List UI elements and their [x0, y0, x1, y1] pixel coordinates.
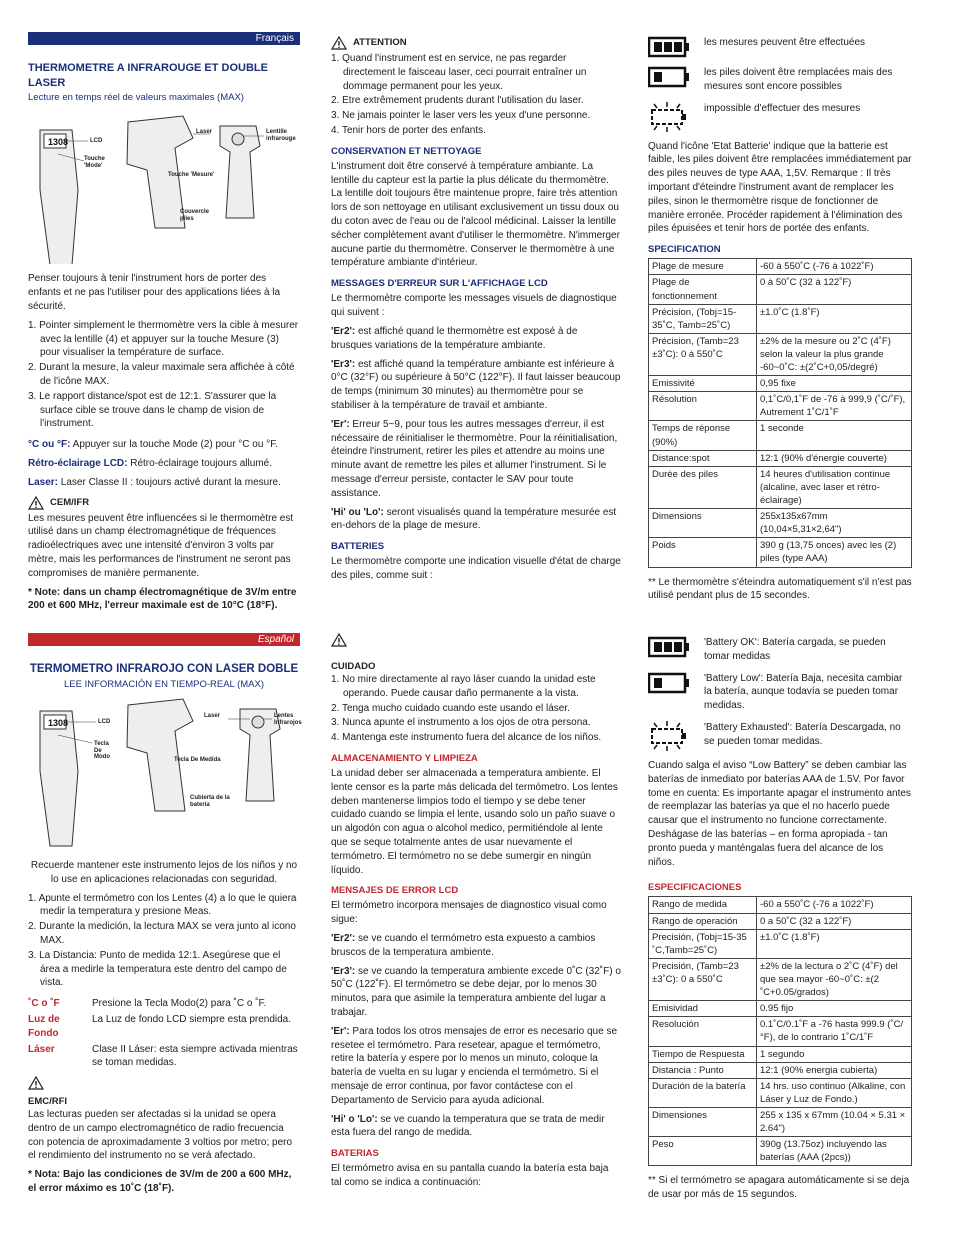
- fr-spec-table: [648, 258, 912, 567]
- fig-label-cover: Couvercle piles: [180, 209, 210, 223]
- es-caution-icon-row: [331, 633, 621, 652]
- es-column-1: [28, 633, 300, 1201]
- spec-value: -60 à 550˚C (-76 à 1022˚F): [757, 259, 912, 275]
- es-batteries-text: El termómetro avisa en su pantalla cuando la batería esta baja tal como se indica a continuación:: [331, 1163, 609, 1189]
- spec-value: ±1.0˚C (1.8˚F): [757, 304, 912, 333]
- es-emc-heading: EMC/RFI: [28, 1095, 68, 1107]
- error-text: se ve cuando la temperatura que se trata de medir esta fuera del rango de medida.: [331, 1113, 605, 1139]
- svg-text:1308: 1308: [48, 137, 69, 148]
- spec-value: 14 heures d'utilisation continue (alcaline, avec laser et rétro-éclairage): [757, 466, 912, 508]
- es-subtitle: LEE INFORMACIÓN EN TIEMPO-REAL (MAX): [63, 678, 265, 690]
- fr-attention-list: [331, 52, 621, 138]
- spec-value: 14 hrs. uso continuo (Alkaline, con Láser y Luz de Fondo.): [757, 1078, 912, 1107]
- spec-value: 390 g (13,75 onces) avec les (2) piles (type AAA): [757, 538, 912, 567]
- es-thermometer-figure: [28, 691, 300, 851]
- fig-label-lcd: LCD: [90, 138, 103, 145]
- spec-label: Temps de réponse (90%): [649, 421, 757, 450]
- spec-label: Rango de medida: [649, 897, 757, 913]
- es-battery-full: [648, 636, 912, 664]
- list-item: 3. Nunca apunte el instrumento a los ojos de otra persona.: [331, 717, 591, 729]
- thermometer-illustration-icon: [28, 691, 300, 851]
- table-row: [649, 1078, 912, 1107]
- fr-title: THERMOMETRE A INFRAROUGE ET DOUBLE LASER: [28, 62, 268, 90]
- spec-value: 390g (13.75oz) incluyendo las baterías (AAA (2pcs)): [757, 1137, 912, 1166]
- spec-label: Poids: [649, 538, 757, 567]
- es-steps: [28, 892, 300, 991]
- spec-value: 0.95 fijo: [757, 1001, 912, 1017]
- feature-value: Appuyer sur la touche Mode (2) pour °C ou °F.: [70, 439, 278, 451]
- fig-label-mode: Tecla De Modo: [94, 740, 110, 761]
- table-row: [649, 538, 912, 567]
- battery-text: 'Battery OK': Batería cargada, se pueden tomar medidas: [704, 637, 886, 662]
- fr-care-heading: CONSERVATION ET NETTOYAGE: [331, 145, 482, 157]
- list-item: 2. Durante la medición, la lectura MAX se vera junto al icono MAX.: [28, 921, 296, 946]
- error-text: est affiché quand le thermomètre est exposé à de brusques variations de la température ambiante.: [331, 325, 578, 351]
- spec-label: Distancia : Punto: [649, 1062, 757, 1078]
- spec-label: Tiempo de Respuesta: [649, 1046, 757, 1062]
- error-text: se ve cuando el termómetro esta expuesto a cambios bruscos de la temperatura ambiente.: [331, 933, 596, 958]
- spec-label: Précision, (Tamb=23 ±3˚C): 0 à 550˚C: [649, 333, 757, 375]
- spec-label: Emisividad: [649, 1001, 757, 1017]
- battery-low-icon: [648, 66, 690, 88]
- battery-full-icon: [648, 636, 690, 658]
- spec-label: Peso: [649, 1137, 757, 1166]
- spec-value: 0,1˚C/0,1˚F de -76 à 999,9 (˚C/˚F), Autrement 1˚C/1˚F: [757, 392, 912, 421]
- fr-battery-full: [648, 36, 912, 58]
- es-battery-low: [648, 672, 912, 713]
- spec-value: 255 x 135 x 67mm (10.04 × 5.31 × 2.64"): [757, 1108, 912, 1137]
- fr-care-text: L'instrument doit être conservé à température ambiante. La lentille du capteur est la partie la plus délicate du thermomètre. La lentille doit toujours être maintenue propre, faire très attention lors de son nettoyage en utilisant exclusivement un tissu doux ou du coton avec de l'eau ou de l'alcool médicinal. Laisser la lentille sécher complètement avant d'utiliser le thermomètre. N'immerger aucune partie du thermomètre. Conserver le thermomètre à une température ambiante d'intérieur.: [331, 160, 620, 269]
- fr-errors-heading: MESSAGES D'ERREUR SUR L'AFFICHAGE LCD: [331, 278, 548, 290]
- fr-spec-note: ** Le thermomètre s'éteindra automatiquement s'il n'est pas utilisé pendant plus de 15 secondes.: [648, 576, 912, 602]
- spec-label: Rango de operación: [649, 913, 757, 929]
- spec-label: Précision, (Tobj=15-35˚C, Tamb=25˚C): [649, 304, 757, 333]
- fr-cem-text: Les mesures peuvent être influencées si le thermomètre est utilisé dans un champ électromagnétique de fréquences radioélectriques avec une intensité d'environ 3 volts par mètre, mais les performances de l'instrument ne seront pas compromises de manière permanente.: [28, 512, 294, 579]
- table-row: [649, 304, 912, 333]
- table-row: [649, 450, 912, 466]
- es-battery-note: Cuando salga el aviso “Low Battery” se deben cambiar las baterías de inmediato por baterías AAA de 1.5V. Por favor tome en cuenta: Es importante apagar el instrumento antes de reemplazar las baterías ya que el no hacerlo puede causar que el instrumento no funcione correctamente. Deshágase de las baterías – en forma apropiada - tan pronto pueda y manténgalas fuera del alcance de los niños.: [648, 759, 911, 868]
- spec-value: 12:1 (90% energia cubierta): [757, 1062, 912, 1078]
- es-column-2: [331, 633, 621, 1195]
- fr-column-3: [648, 36, 912, 608]
- fig-label-mode: Touche 'Mode': [84, 156, 105, 170]
- es-spec-table: [648, 896, 912, 1166]
- es-batteries-heading: BATERIAS: [331, 1148, 379, 1160]
- table-row: [649, 421, 912, 450]
- es-emc-text: Las lecturas pueden ser afectadas si la unidad se opera dentro de un campo electromagnético de radio frecuencia con potencia de aproximadamente 3 voltios por metro; pero el rendimiento del instrumento no se verá afectado.: [28, 1109, 293, 1162]
- spec-value: 0 a 50˚C (32 a 122˚F): [757, 913, 912, 929]
- fr-features: [28, 438, 300, 489]
- feature-key: °C ou °F:: [28, 439, 71, 451]
- es-intro: Recuerde mantener este instrumento lejos de los niños y no lo use en aplicaciones relacionadas con seguridad.: [30, 859, 298, 885]
- error-code: 'Er2':: [331, 325, 356, 337]
- error-text: est affiché quand la température ambiante est inférieure à 0°C (32°F) ou supérieure à 50°C (122°F). Il faut laisser beaucoup de temps (minimum 30 minutes) au thermomètre pour se stabiliser à la température de travail et ambiante.: [331, 358, 621, 411]
- spec-value: ±2% de la lectura o 2˚C (4˚F) del que sea mayor -60~0˚C: ±(2 ˚C+0.05/grados): [757, 958, 912, 1000]
- spec-label: Emissivité: [649, 376, 757, 392]
- error-text: Para todos los otros mensajes de error es necesario que se resetee el termómetro. Para resetear, apague el termómetro, retire la batería y espere por lo menos un minuto, coloque la batería de vuelta en su lugar y encienda el termómetro. Si el mensaje de error continua, por favor contáctese con el Departamento de Servicio para ayuda adicional.: [331, 1025, 618, 1106]
- spec-value: ±1.0˚C (1.8˚F): [757, 929, 912, 958]
- error-code: 'Er':: [331, 418, 350, 430]
- fr-battery-low: [648, 66, 912, 94]
- table-row: [649, 1108, 912, 1137]
- es-column-3: [648, 636, 912, 1207]
- es-emc-icon-row: [28, 1076, 300, 1095]
- list-item: 2. Tenga mucho cuidado cuando este usando el láser.: [331, 702, 570, 714]
- table-row: [649, 376, 912, 392]
- table-row: [649, 509, 912, 538]
- error-code: 'Er3':: [331, 358, 356, 370]
- es-care-text: La unidad deber ser almacenada a temperatura ambiente. El lente censor es la parte más delicada del termómetro. Los lentes deben mantenerse limpios todo el tiempo y se debe tener cuidado cuando se limpia el lente, usando solo un paño suave o un algodón con agua o alcohol medico, permitiéndole al lente que se seque totalmente antes de usar nuevamente el termómetro. El termómetro no se debe sumergir en ningún líquido.: [331, 768, 618, 876]
- error-code: 'Hi' o 'Lo':: [331, 1113, 378, 1125]
- spec-label: Precisión, (Tamb=23 ±3˚C): 0 a 550˚C: [649, 958, 757, 1000]
- fig-label-measure: Touche 'Mesure': [168, 172, 215, 179]
- es-caution-heading: CUIDADO: [331, 660, 376, 672]
- spec-label: Dimensiones: [649, 1108, 757, 1137]
- table-row: [649, 259, 912, 275]
- battery-exhausted-icon: [648, 102, 690, 132]
- fr-spec-heading: SPECIFICATION: [648, 244, 721, 256]
- list-item: 3. La Distancia: Punto de medida 12:1. Asegúrese que el área a medirle la temperatura este dentro del campo de vista.: [28, 949, 287, 989]
- es-features: [28, 997, 300, 1070]
- spec-label: Plage de mesure: [649, 259, 757, 275]
- spec-value: 12:1 (90% d'énergie couverte): [757, 450, 912, 466]
- fig-label-laser: Laser: [196, 129, 213, 136]
- feature-value: Rétro-éclairage toujours allumé.: [127, 458, 272, 470]
- table-row: [649, 1046, 912, 1062]
- feature-value: La Luz de fondo LCD siempre esta prendida.: [92, 1013, 292, 1025]
- warning-icon: [331, 36, 347, 50]
- table-row: [649, 958, 912, 1000]
- table-row: [649, 275, 912, 304]
- feature-key: Láser: [28, 1043, 55, 1055]
- spec-value: 0.1˚C/0.1˚F a -76 hasta 999.9 (˚C/°F), de lo contrario 1˚C/1˚F: [757, 1017, 912, 1046]
- fr-subtitle: Lecture en temps réel de valeurs maximales (MAX): [28, 92, 244, 104]
- list-item: 1. Apunte el termómetro con los Lentes (4) a lo que le quiera medir la temperatura y presione Meas.: [28, 892, 297, 918]
- error-text: Erreur 5~9, pour tous les autres messages d'erreur, il est nécessaire de réinitialiser le thermomètre. Pour la réinitialisation, éteindre l'instrument, retirer les piles et attendre au moins une minute avant de remettre les piles et allumer l'instrument. Si le message d'erreur persiste, contacter le SAV pour toute assistance.: [331, 418, 618, 499]
- es-errors-heading: MENSAJES DE ERROR LCD: [331, 885, 459, 897]
- error-code: 'Er':: [331, 1025, 350, 1037]
- table-row: [649, 897, 912, 913]
- fig-label-measure: Tecla De Medida: [174, 756, 221, 763]
- es-title: TERMOMETRO INFRAROJO CON LASER DOBLE: [29, 663, 299, 675]
- fr-battery-note: Quand l'icône 'Etat Batterie' indique que la batterie est faible, les piles doivent être remplacées immédiatement par des piles neuves de type AAA, 1,5V. Remarque : Il très important d'éteindre l'instrument avant de remplacer les piles, sinon le thermomètre risque de fonctionner de manière erronée. Procéder rapidement à l'élimination des piles épuisées et tenir hors de portée des enfants.: [648, 140, 912, 235]
- feature-value: Clase II Láser: esta siempre activada mientras se toman medidas.: [92, 1043, 298, 1069]
- spec-label: Precisión, (Tobj=15-35 ˚C,Tamb=25˚C): [649, 929, 757, 958]
- battery-text: 'Battery Exhausted': Batería Descargada, no se pueden tomar medidas.: [704, 721, 901, 747]
- spec-label: Plage de fonctionnement: [649, 275, 757, 304]
- fr-thermometer-figure: [28, 104, 300, 264]
- spec-value: 0,95 fixe: [757, 376, 912, 392]
- es-language-bar: Español: [28, 633, 300, 646]
- list-item: 3. Ne jamais pointer le laser vers les yeux d'une personne.: [331, 110, 591, 122]
- battery-exhausted-icon: [648, 721, 690, 751]
- fr-intro: Penser toujours à tenir l'instrument hors de porter des enfants et ne pas l'utiliser pour des applications liées à la sécurité.: [28, 273, 281, 313]
- error-code: 'Hi' ou 'Lo':: [331, 506, 384, 518]
- fr-attention-heading: ATTENTION: [331, 36, 621, 50]
- table-row: [649, 913, 912, 929]
- spec-label: Résolution: [649, 392, 757, 421]
- es-errors-intro: El termómetro incorpora mensajes de diagnostico visual como sigue:: [331, 900, 607, 926]
- spec-value: -60 a 550˚C (-76 a 1022˚F): [757, 897, 912, 913]
- error-text: se ve cuando la temperatura ambiente excede 0˚C (32˚F) o 50˚C (122˚F). El termómetro se debe dejar, por lo menos 30 minutos, para que asimile la temperatura ambiente del lugar a trabajar.: [331, 965, 621, 1019]
- list-item: 2. Durant la mesure, la valeur maximale sera affichée à côté de l'icône MAX.: [28, 362, 295, 388]
- battery-text: impossible d'effectuer des mesures: [704, 102, 861, 114]
- fr-cem-note: * Note: dans un champ électromagnétique de 3V/m entre 200 et 600 MHz, l'erreur maximale est de 10°C (18°F).: [28, 586, 297, 612]
- table-row: [649, 466, 912, 508]
- fr-battery-exhausted: [648, 102, 912, 132]
- table-row: [649, 1062, 912, 1078]
- svg-text:1308: 1308: [48, 717, 69, 728]
- fig-label-lcd: LCD: [98, 718, 111, 725]
- fr-language-bar: Français: [28, 32, 300, 45]
- battery-low-icon: [648, 672, 690, 694]
- es-emc-note: * Nota: Bajo las condiciones de 3V/m de 200 a 600 MHz, el error máximo es 10˚C (18˚F).: [28, 1169, 292, 1195]
- feature-value: Laser Classe II : toujours activé durant la mesure.: [58, 476, 281, 488]
- battery-full-icon: [648, 36, 690, 58]
- warning-icon: [28, 496, 44, 510]
- battery-text: les piles doivent être remplacées mais des mesures sont encore possibles: [704, 67, 893, 92]
- fr-cem-heading: CEM/IFR: [28, 496, 300, 510]
- spec-label: Duración de la batería: [649, 1078, 757, 1107]
- table-row: [649, 1001, 912, 1017]
- feature-key: ˚C o ˚F: [28, 998, 60, 1010]
- spec-label: Dimensions: [649, 509, 757, 538]
- es-caution-list: [331, 673, 621, 745]
- fr-errors-intro: Le thermomètre comporte les messages visuels de diagnostique qui suivent :: [331, 293, 617, 319]
- spec-value: 255x135x67mm (10,04×5,31×2,64"): [757, 509, 912, 538]
- battery-text: 'Battery Low': Batería Baja, necesita cambiar la batería, aunque todavía se pueden tomar medidas.: [704, 672, 903, 712]
- list-item: 4. Mantenga este instrumento fuera del alcance de los niños.: [331, 732, 602, 744]
- list-item: 1. Pointer simplement le thermomètre vers la cible à mesurer avec la lentille (4) et appuyer sur la touche Mesure (3) pour visualiser la température de surface.: [28, 319, 299, 359]
- spec-label: Durée des piles: [649, 466, 757, 508]
- list-item: 1. Quand l'instrument est en service, ne pas regarder directement le faisceau laser, ceci pourrait entraîner un dommage permanent pour les yeux.: [331, 53, 587, 92]
- error-code: 'Er2':: [331, 933, 356, 945]
- es-battery-exhausted: [648, 721, 912, 751]
- fr-column-2: [331, 32, 621, 588]
- list-item: 4. Tenir hors de porter des enfants.: [331, 124, 486, 136]
- warning-icon: [331, 633, 347, 647]
- fr-steps: [28, 319, 300, 431]
- fr-batteries-heading: BATTERIES: [331, 541, 385, 553]
- feature-key: Laser:: [28, 476, 59, 488]
- list-item: 3. Le rapport distance/spot est de 12:1. S'assurer que la surface cible se trouve dans le champ de vision de l'instrument.: [28, 390, 277, 430]
- list-item: 1. No mire directamente al rayo láser cuando la unidad este operando. Puede causar daño permanente a la vista.: [331, 673, 596, 699]
- table-row: [649, 392, 912, 421]
- table-row: [649, 1137, 912, 1166]
- fig-label-lens: Lentille infrarouge: [266, 129, 296, 143]
- spec-value: ±2% de la mesure ou 2˚C (4˚F) selon la valeur la plus grande -60~0˚C: ±(2˚C+0,05/degré): [757, 333, 912, 375]
- list-item: 2. Etre extrêmement prudents durant l'utilisation du laser.: [331, 95, 584, 107]
- table-row: [649, 929, 912, 958]
- error-code: 'Er3':: [331, 965, 356, 977]
- battery-text: les mesures peuvent être effectuées: [704, 37, 866, 48]
- table-row: [649, 333, 912, 375]
- thermometer-illustration-icon: [28, 104, 300, 264]
- table-row: [649, 1017, 912, 1046]
- feature-value: Presione la Tecla Modo(2) para ˚C o ˚F.: [92, 998, 267, 1010]
- fig-label-cover: Cubierta de la batería: [190, 794, 230, 808]
- fr-column-1: [28, 32, 300, 618]
- spec-label: Distance:spot: [649, 450, 757, 466]
- es-spec-note: ** Si el termómetro se apagara automáticamente si se deja de usar por más de 15 segundos.: [648, 1175, 910, 1201]
- es-spec-heading: ESPECIFICACIONES: [648, 882, 742, 894]
- fig-label-lens: Lentes Infrarojos: [274, 712, 302, 726]
- spec-value: 1 segundo: [757, 1046, 912, 1062]
- es-care-heading: ALMACENAMIENTO Y LIMPIEZA: [331, 752, 478, 764]
- fr-batteries-text: Le thermomètre comporte une indication visuelle d'état de charge des piles, comme suit :: [331, 556, 621, 582]
- feature-key: Rétro-éclairage LCD:: [28, 458, 128, 470]
- fig-label-laser: Laser: [204, 712, 221, 719]
- spec-value: 0 à 50˚C (32 à 122˚F): [757, 275, 912, 304]
- warning-icon: [28, 1076, 44, 1090]
- spec-value: 1 seconde: [757, 421, 912, 450]
- error-text: seront visualisés quand la température mesurée est en-dehors de la plage de mesure.: [331, 506, 617, 532]
- spec-label: Resolución: [649, 1017, 757, 1046]
- feature-key: Luz de Fondo: [28, 1013, 60, 1039]
